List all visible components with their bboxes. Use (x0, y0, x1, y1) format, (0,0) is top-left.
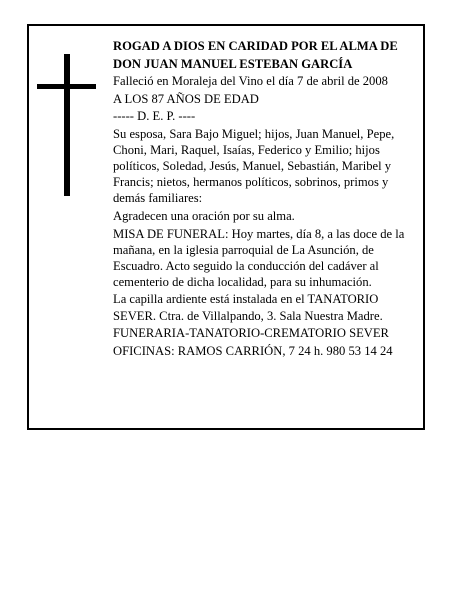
deceased-name: DON JUAN MANUEL ESTEBAN GARCÍA (113, 56, 353, 71)
chapel-info: La capilla ardiente está instalada en el TANATORIO SEVER. Ctra. de Villalpando, 3. Sala Nuestra Madre. (113, 292, 383, 323)
notice-heading: ROGAD A DIOS EN CARIDAD POR EL ALMA DE (113, 39, 398, 53)
cross-icon (64, 54, 70, 196)
death-info: Falleció en Moraleja del Vino el día 7 de abril de 2008 (113, 74, 388, 89)
age-line: A LOS 87 AÑOS DE EDAD (113, 91, 259, 106)
funeral-home: FUNERARIA-TANATORIO-CREMATORIO SEVER (113, 326, 389, 341)
offices-info: OFICINAS: RAMOS CARRIÓN, 7 24 h. 980 53 14 24 (113, 343, 393, 358)
funeral-mass-info: MISA DE FUNERAL: Hoy martes, día 8, a las doce de la mañana, en la iglesia parroquial de La Asunción, de Escuadro. Acto seguido la conducción del cadáver al cementerio de dicha localidad, para su inhumación. (113, 226, 405, 289)
obituary-text (113, 38, 421, 360)
family-list: Su esposa, Sara Bajo Miguel; hijos, Juan Manuel, Pepe, Choni, Mari, Raquel, Isaías, Federico y Emilio; hijos políticos, Soledad, Jesús, Manuel, Sebastián, Maribel y Francis; nietos, hermanos políticos, sobrinos, primos y demás familiares: (113, 126, 395, 206)
cross-icon-crossbar (37, 84, 96, 89)
prayer-request: Agradecen una oración por su alma. (113, 208, 295, 223)
rip-line: ----- D. E. P. ---- (113, 109, 196, 124)
